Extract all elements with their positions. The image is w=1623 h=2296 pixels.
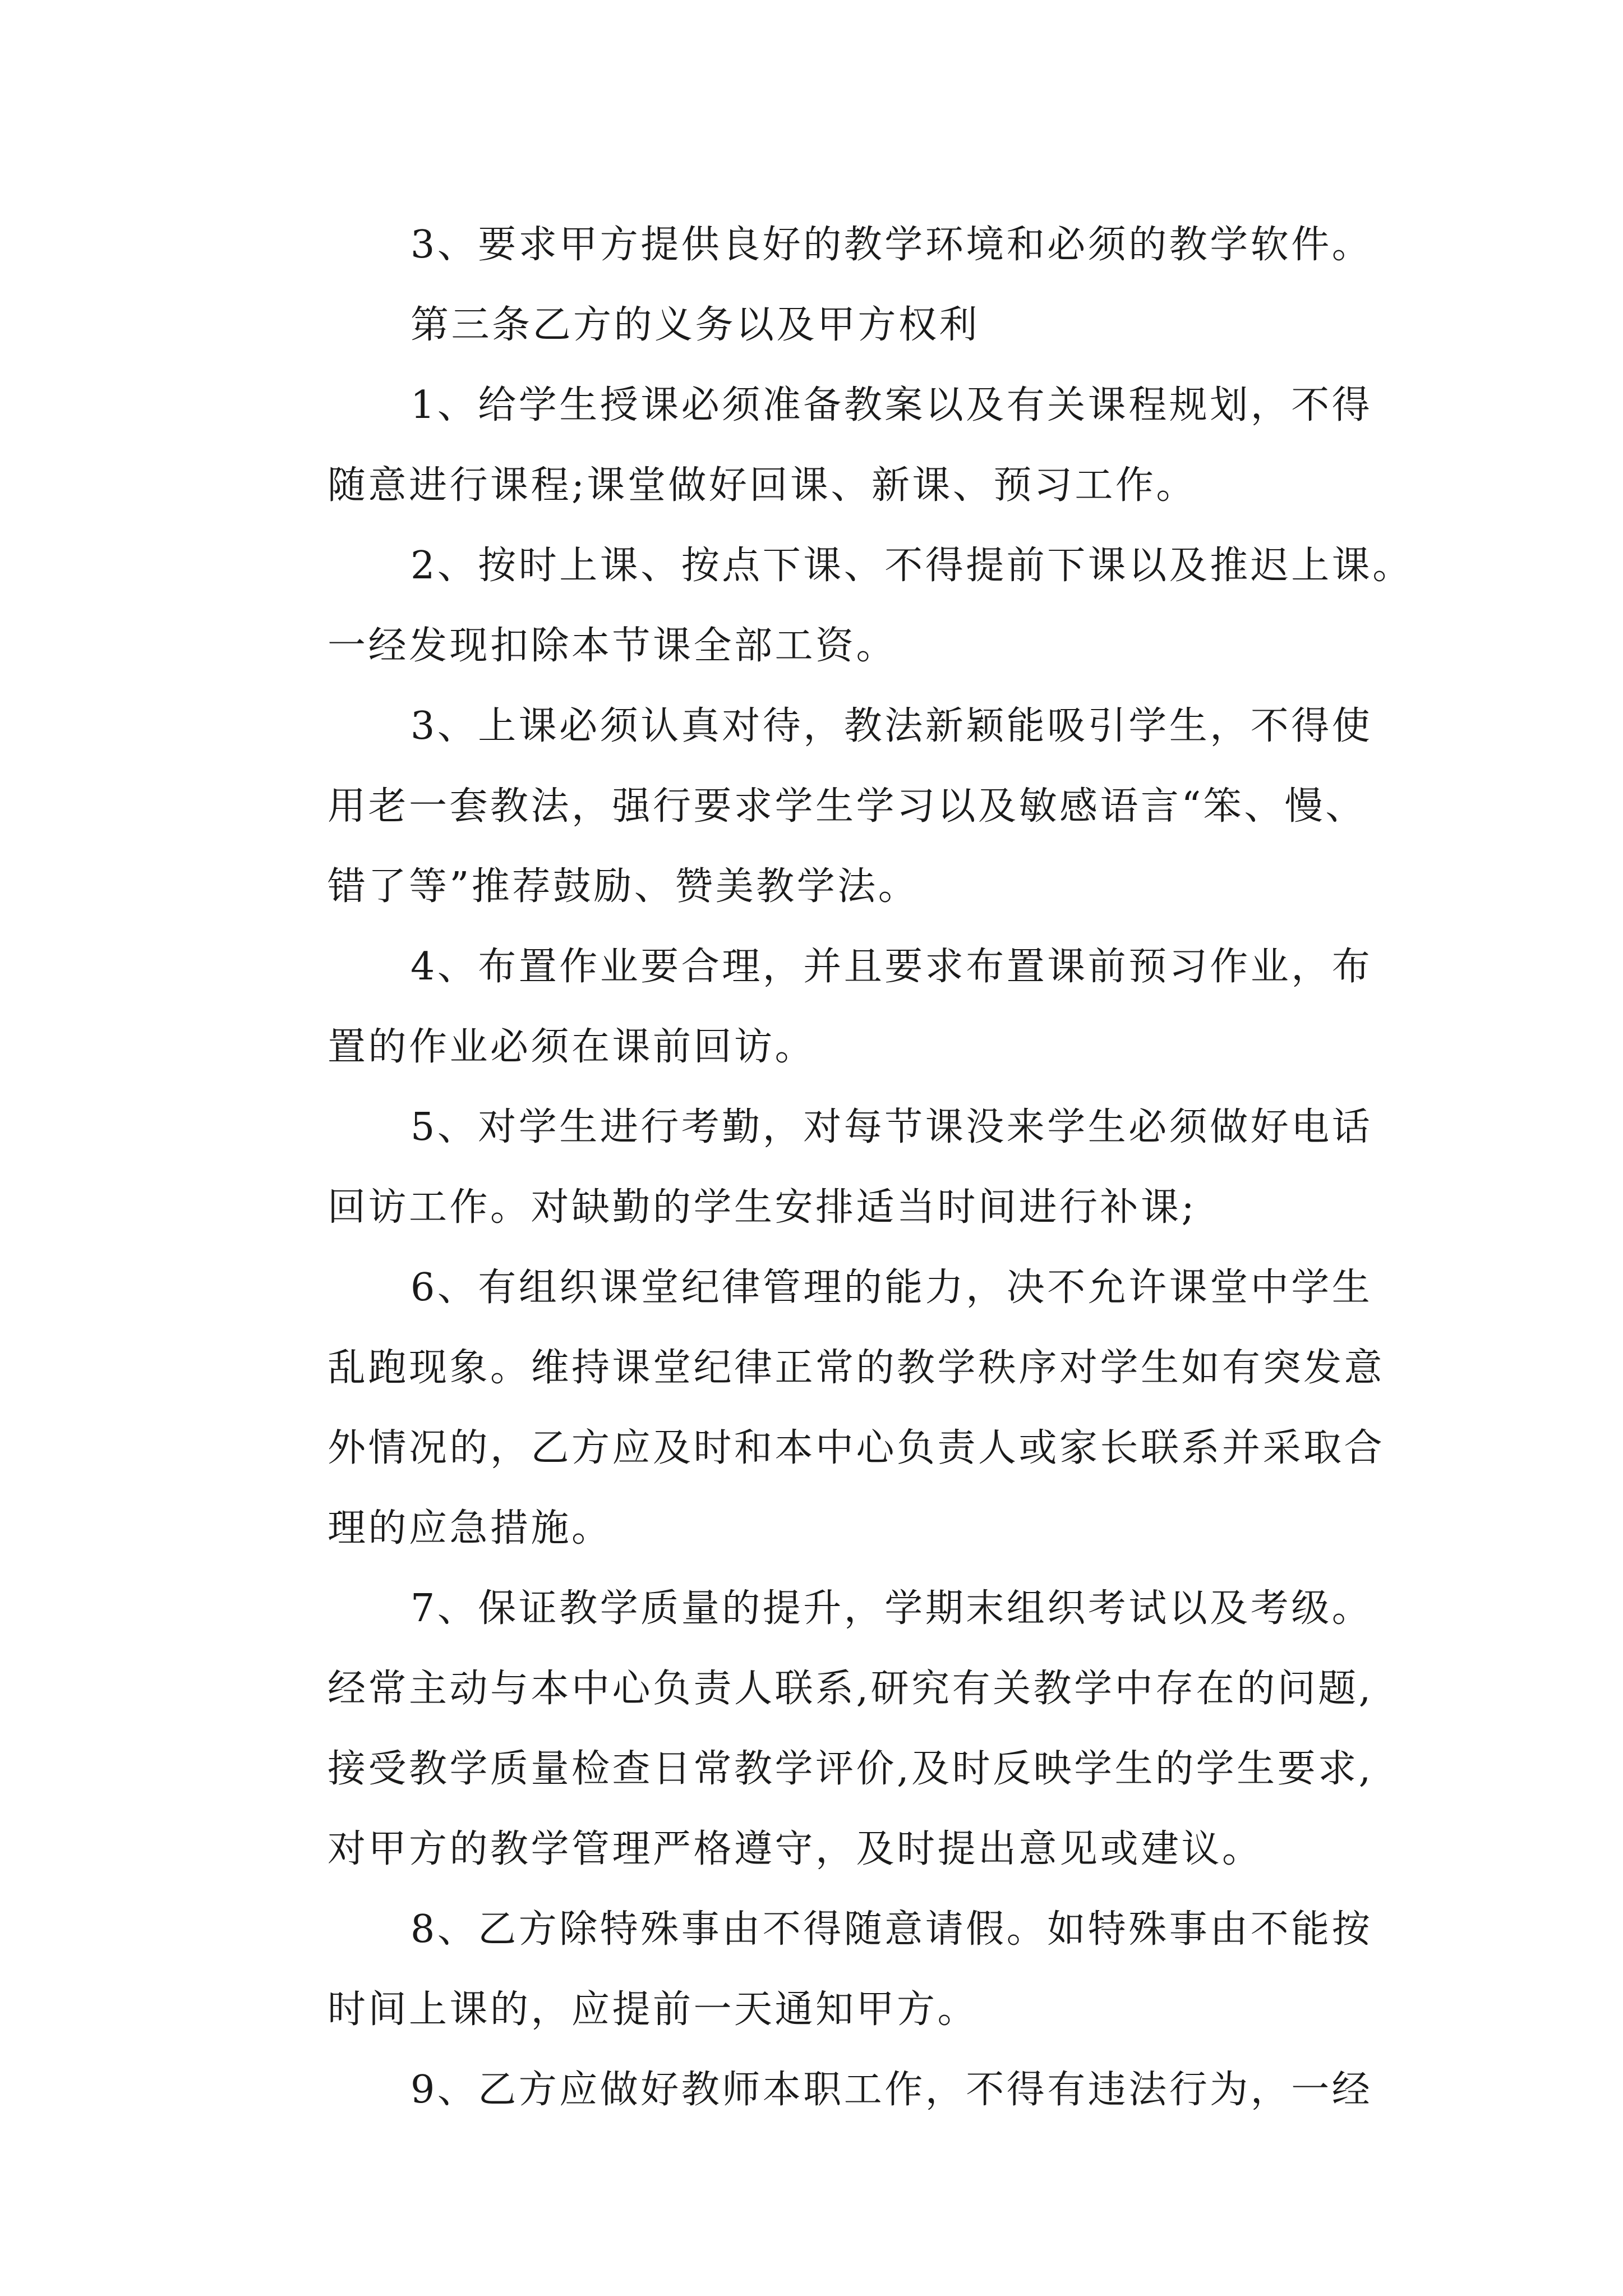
text-line: 随意进行课程;课堂做好回课、新课、预习工作。 [328, 463, 1197, 508]
text-line: 置的作业必须在课前回访。 [328, 1025, 816, 1069]
text-line: 1、给学生授课必须准备教案以及有关课程规划，不得 [411, 383, 1373, 427]
text-line: 用老一套教法，强行要求学生学习以及敏感语言“笨、慢、 [328, 784, 1366, 829]
paragraph-6 [247, 927, 1387, 1087]
paragraph-11 [247, 2050, 1387, 2130]
text-line: 4、布置作业要合理，并且要求布置课前预习作业，布 [411, 945, 1373, 989]
text-line: 乱跑现象。维持课堂纪律正常的教学秩序对学生如有突发意 [328, 1346, 1385, 1390]
paragraph-10 [247, 1889, 1387, 2050]
text-line: 2、按时上课、按点下课、不得提前下课以及推迟上课。 [411, 544, 1413, 588]
paragraph-4 [247, 526, 1413, 686]
text-line: 错了等”推荐鼓励、赞美教学法。 [328, 864, 919, 909]
text-line: 9、乙方应做好教师本职工作，不得有违法行为，一经 [411, 2068, 1373, 2112]
document-body [247, 205, 1413, 2130]
paragraph-3 [247, 365, 1387, 526]
paragraph-1 [247, 205, 1387, 285]
text-line: 6、有组织课堂纪律管理的能力，决不允许课堂中学生 [411, 1266, 1373, 1310]
text-line: 外情况的，乙方应及时和本中心负责人或家长联系并采取合 [328, 1426, 1385, 1470]
section-heading [247, 285, 1387, 365]
text-line: 经常主动与本中心负责人联系,研究有关教学中存在的问题, [328, 1667, 1373, 1711]
text-line: 接受教学质量检查日常教学评价,及时反映学生的学生要求, [328, 1747, 1373, 1791]
paragraph-7 [247, 1087, 1387, 1248]
text-line: 7、保证教学质量的提升，学期末组织考试以及考级。 [411, 1586, 1373, 1631]
paragraph-8 [247, 1248, 1387, 1568]
text-line: 3、上课必须认真对待，教法新颖能吸引学生，不得使 [411, 704, 1373, 748]
text-line: 一经发现扣除本节课全部工资。 [328, 624, 897, 668]
text-line: 5、对学生进行考勤，对每节课没来学生必须做好电话 [411, 1105, 1373, 1149]
text-line: 对甲方的教学管理严格遵守，及时提出意见或建议。 [328, 1827, 1263, 1871]
paragraph-9 [247, 1568, 1387, 1889]
text-line: 理的应急措施。 [328, 1506, 612, 1550]
text-line: 8、乙方除特殊事由不得随意请假。如特殊事由不能按 [411, 1907, 1373, 1952]
text-line: 时间上课的，应提前一天通知甲方。 [328, 1987, 979, 2032]
text-line: 第三条乙方的义务以及甲方权利 [411, 303, 980, 347]
paragraph-5 [247, 686, 1387, 927]
text-line: 3、要求甲方提供良好的教学环境和必须的教学软件。 [411, 223, 1373, 267]
text-line: 回访工作。对缺勤的学生安排适当时间进行补课; [328, 1185, 1197, 1230]
